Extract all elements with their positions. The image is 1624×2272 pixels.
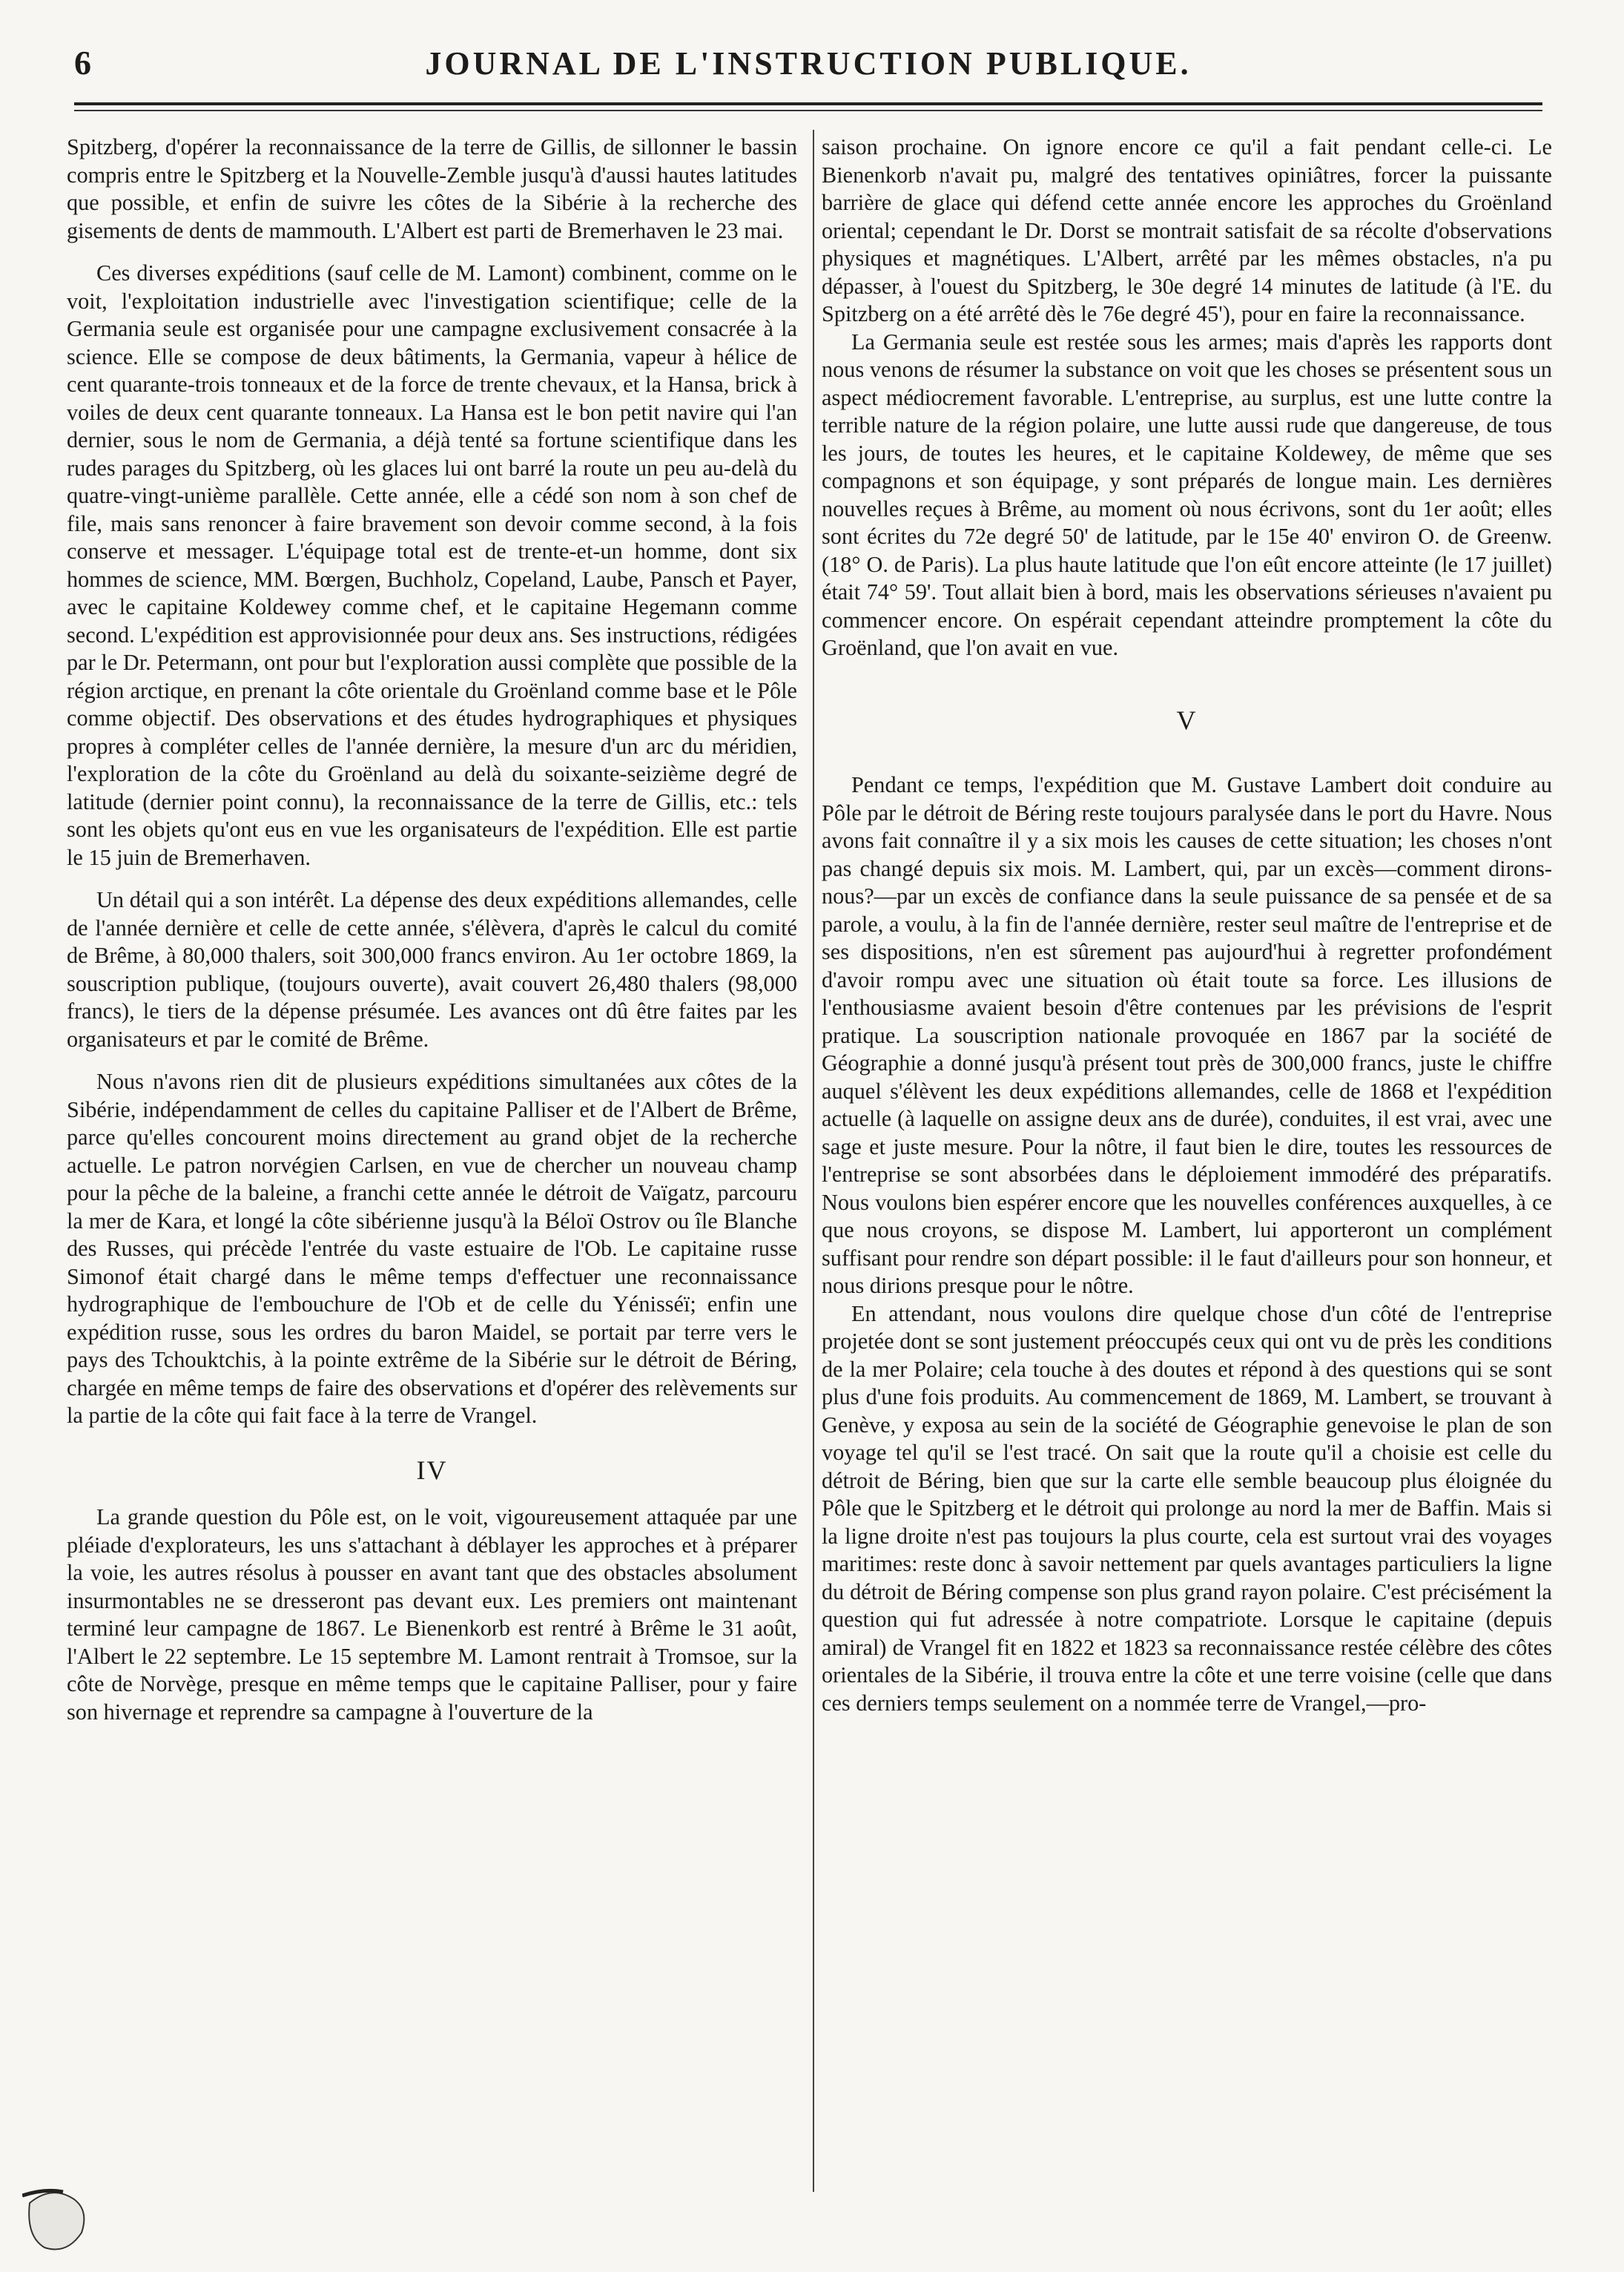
header-rule-thick	[74, 102, 1542, 105]
header-rule-thin	[74, 110, 1542, 111]
paragraph: En attendant, nous voulons dire quelque chose d'un côté de l'entreprise projetée dont se sont justement préoccupés ceux qui ont vu de près les conditions de la mer Polaire; cela touche à des doutes et répond à des questions qui se sont plus d'une fois produits. Au commencement de 1869, M. Lambert, se trouvant à Genève, y exposa au sein de la société de Géographie genevoise le plan de son voyage tel qu'il se l'est tracé. On sait que la route qu'il a choisie est celle du détroit de Béring, bien que sur la carte elle semble beaucoup plus éloignée du Pôle que le Spitzberg et le détroit qui prolonge au nord la mer de Baffin. Mais si la ligne droite n'est pas toujours la plus courte, cela est surtout vrai des voyages maritimes: reste donc à savoir nettement par quels avantages particuliers la ligne du détroit de Béring compense son plus grand rayon polaire. C'est précisément la question qui fut adressée à notre compatriote. Lorsque le capitaine (depuis amiral) de Vrangel fit en 1822 et 1823 sa reconnaissance restée célèbre des côtes orientales de la Sibérie, il trouva entre la côte et une terre voisine (celle que dans ces derniers temps seulement on a nommée terre de Vrangel,—pro-	[822, 1300, 1552, 1716]
column-divider	[813, 130, 814, 2192]
paragraph: Ces diverses expéditions (sauf celle de M. Lamont) combinent, comme on le voit, l'exploitation industrielle avec l'investigation scientifique; celle de la Germania seule est organisée pour une campagne exclusivement consacrée à la science. Elle se compose de deux bâtiments, la Germania, vapeur à hélice de cent quarante-trois tonneaux et de la force de trente chevaux, et la Hansa, brick à voiles de deux cent quarante tonneaux. La Hansa est le bon petit navire qui l'an dernier, sous le nom de Germania, a déjà tenté sa fortune scientifique dans les rudes parages du Spitzberg, où les glaces lui ont barré la route un peu au-delà du quatre-vingt-unième parallèle. Cette année, elle a cédé son nom à son chef de file, mais sans renoncer à faire bravement son devoir comme second, à la fois conserve et messager. L'équipage total est de trente-et-un homme, dont six hommes de science, MM. Bœrgen, Buchholz, Copeland, Laube, Pansch et Payer, avec le capitaine Koldewey comme chef, et le capitaine Hegemann comme second. L'expédition est approvisionnée pour deux ans. Ses instructions, rédigées par le Dr. Petermann, ont pour but l'exploration aussi complète que possible de la région arctique, en prenant la côte orientale du Groënland comme base et le Pôle comme objectif. Des observations et des études hydrographiques et physiques propres à compléter celles de l'année dernière, la mesure d'un arc du méridien, l'exploration de la côte du Groënland au delà du soixante-seizième degré de latitude (dernier point connu), la reconnaissance de la terre de Gillis, etc.: tels sont les objets qu'ont eus en vue les organisateurs de l'expédition. Elle est partie le 15 juin de Bremerhaven.	[67, 260, 797, 870]
right-column	[822, 134, 1552, 1717]
page-header	[74, 43, 1542, 102]
section-heading-v: V	[1176, 705, 1198, 735]
paragraph: La grande question du Pôle est, on le voit, vigoureusement attaquée par une pléiade d'explorateurs, les uns s'attachant à déblayer les approches et à préparer la voie, les autres résolus à pousser en avant tant que des obstacles absolument insurmontables ne se dresseront pas devant eux. Les premiers ont maintenant terminé leur campagne de 1867. Le Bienenkorb est rentré à Brême le 31 août, l'Albert le 22 septembre. Le 15 septembre M. Lamont rentrait à Tromsoe, sur la côte de Norvège, presque en même temps que le capitaine Palliser, pour y faire son hivernage et reprendre sa campagne à l'ouverture de la	[67, 1504, 797, 1725]
paragraph: saison prochaine. On ignore encore ce qu'il a fait pendant celle-ci. Le Bienenkorb n'avait pu, malgré des tentatives opiniâtres, forcer la puissante barrière de glace qui défend cette année encore les approches du Groënland oriental; cependant le Dr. Dorst se montrait satisfait de sa récolte d'observations physiques et magnétiques. L'Albert, arrêté par les mêmes obstacles, n'a pu dépasser, à l'ouest du Spitzberg, le 30e degré 14 minutes de latitude (à l'E. du Spitzberg on a été arrêté dès le 76e degré 45'), pour en faire la reconnaissance.	[822, 134, 1552, 326]
ink-blot-mark	[22, 2181, 111, 2262]
paragraph: La Germania seule est restée sous les armes; mais d'après les rapports dont nous venons de résumer la substance on voit que les choses se présentent sous un aspect médiocrement favorable. L'entreprise, au surplus, est une lutte contre la terrible nature de la région polaire, une lutte aussi rude que dangereuse, de tous les jours, de toutes les heures, et le capitaine Koldewey, de même que ses compagnons et son équipage, y sont préparés de longue main. Les dernières nouvelles reçues à Brême, au moment où nous écrivons, sont du 1er août; elles sont écrites du 72e degré 50' de latitude, par le 15e 40' environ O. de Greenw. (18° O. de Paris). La plus haute latitude que l'on eût encore atteinte (le 17 juillet) était 74° 59'. Tout allait bien à bord, mais les observations sérieuses n'avaient pu commencer encore. On espérait cependant atteindre promptement la côte du Groënland, que l'on avait en vue.	[822, 329, 1552, 660]
paragraph: Spitzberg, d'opérer la reconnaissance de la terre de Gillis, de sillonner le bassin compris entre le Spitzberg et la Nouvelle-Zemble jusqu'à d'aussi hautes latitudes que possible, et enfin de suivre les côtes de la Sibérie à la recherche des gisements de dents de mammouth. L'Albert est parti de Bremerhaven le 23 mai.	[67, 134, 797, 243]
left-column	[67, 134, 797, 1726]
paragraph: Un détail qui a son intérêt. La dépense des deux expéditions allemandes, celle de l'année dernière et celle de cette année, s'élèvera, d'après le calcul du comité de Brême, à 80,000 thalers, soit 300,000 francs environ. Au 1er octobre 1869, la souscription publique, (toujours ouverte), avait couvert 26,480 thalers (98,000 francs), le tiers de la dépense présumée. Les avances ont dû être faites par les organisateurs et par le comité de Brême.	[67, 887, 797, 1052]
section-heading-iv: IV	[416, 1455, 448, 1485]
journal-title: JOURNAL DE L'INSTRUCTION PUBLIQUE.	[425, 45, 1192, 82]
paragraph: Pendant ce temps, l'expédition que M. Gustave Lambert doit conduire au Pôle par le détroit de Béring reste toujours paralysée dans le port du Havre. Nous avons fait connaître il y a six mois les causes de cette situation; les choses n'ont pas changé depuis six mois. M. Lambert, qui, par un excès—comment dirons-nous?—par un excès de confiance dans la seule puissance de sa pensée et de sa parole, a voulu, à la fin de l'année dernière, rester seul maître de l'entreprise et de ses dispositions, n'en est sûrement pas aujourd'hui à regretter profondément d'avoir rompu avec une situation où était toute sa force. Les illusions de l'enthousiasme avaient besoin d'être contenues par les prévisions de l'esprit pratique. La souscription nationale provoquée en 1867 par la société de Géographie a donné jusqu'à présent tout près de 300,000 francs, juste le chiffre auquel s'élèvent les deux expéditions allemandes, celle de 1868 et l'expédition actuelle (à laquelle on assigne deux ans de durée), conduites, il est vrai, avec une sage et juste mesure. Pour la nôtre, il faut bien le dire, toutes les ressources de l'entreprise se sont absorbées dans le déploiement immodéré des préparatifs. Nous voulons bien espérer encore que les nouvelles conférences auxquelles, à ce que nous croyons, se dispose M. Lambert, lui apporteront un complément suffisant pour rendre son départ possible: il le faut d'ailleurs pour son honneur, et nous dirions presque pour le nôtre.	[822, 772, 1552, 1298]
page-number: 6	[74, 44, 92, 82]
paragraph: Nous n'avons rien dit de plusieurs expéditions simultanées aux côtes de la Sibérie, indépendamment de celles du capitaine Palliser et de l'Albert de Brême, parce qu'elles concourent moins directement au grand objet de la recherche actuelle. Le patron norvégien Carlsen, en vue de chercher un nouveau champ pour la pêche de la baleine, a franchi cette année le détroit de Vaïgatz, parcouru la mer de Kara, et longé la côte sibérienne jusqu'à la Béloï Ostrov ou île Blanche des Russes, qui précède l'entrée du vaste estuaire de l'Ob. Le capitaine russe Simonof était chargé dans le même temps d'effectuer une reconnaissance hydrographique de l'embouchure de l'Ob et de celle du Yénisséï; enfin une expédition russe, sous les ordres du baron Maidel, se portait par terre vers le pays des Tchouktchis, à la pointe extrême de la Sibérie sur le détroit de Béring, chargée en même temps de faire des observations et d'opérer des relèvements sur la partie de la côte qui fait face à la terre de Vrangel.	[67, 1069, 797, 1428]
